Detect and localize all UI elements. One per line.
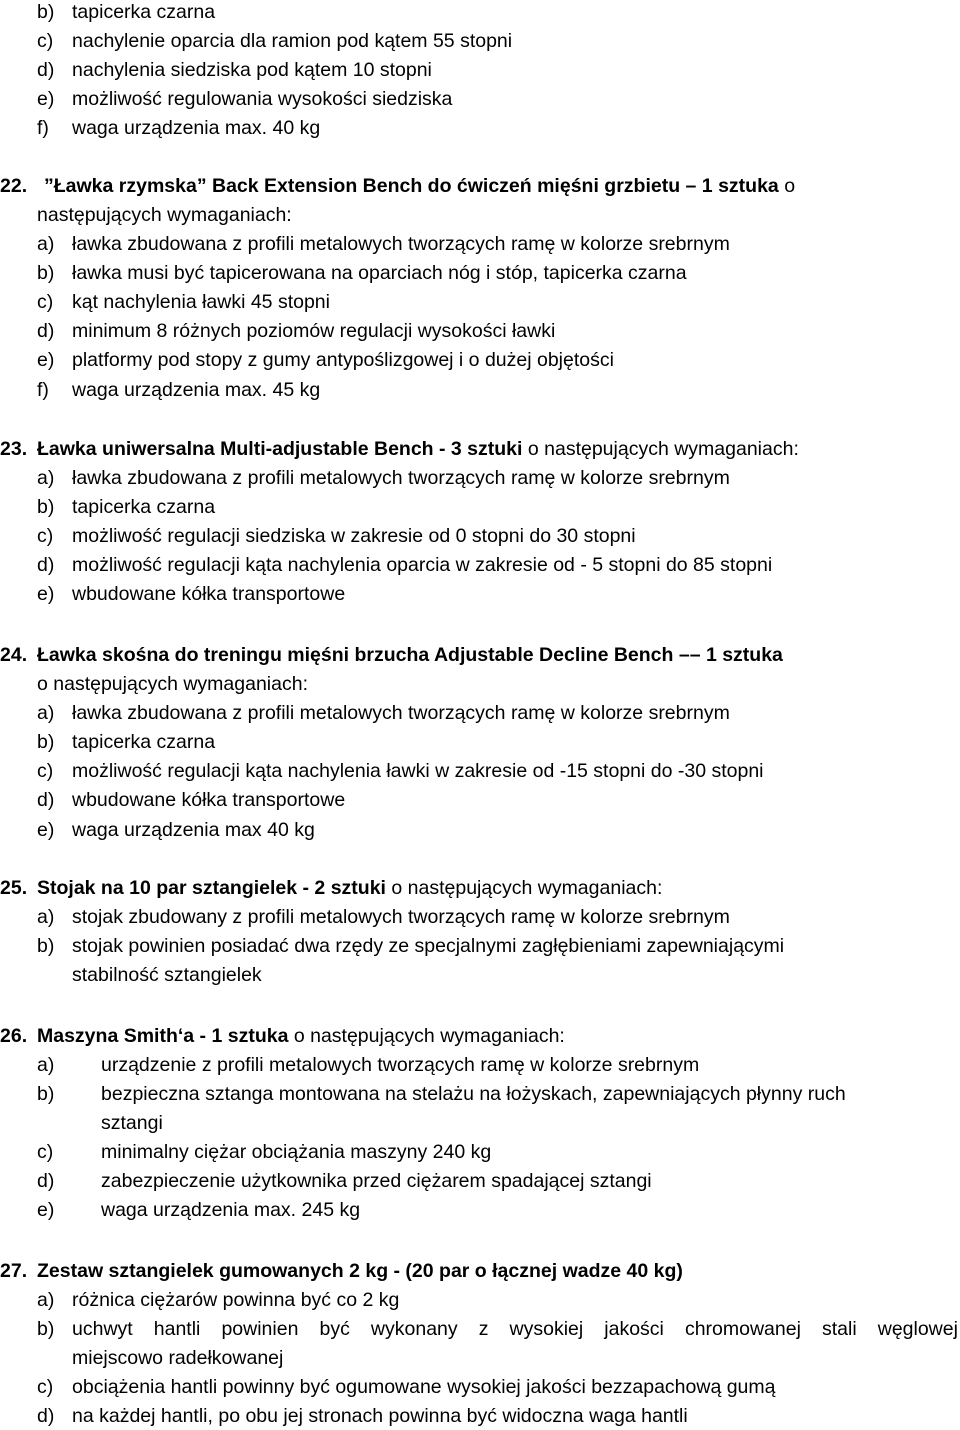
list-item-continued: miejscowo radełkowanej <box>72 1347 284 1369</box>
word: hantli <box>153 1318 201 1340</box>
list-item: d) zabezpieczenie użytkownika przed ciężarem spadającej sztangi <box>37 1170 652 1192</box>
list-item: b) tapicerka czarna <box>37 496 216 518</box>
list-item: b) ławka musi być tapicerowana na oparciach nóg i stóp, tapicerka czarna <box>37 262 687 284</box>
list-item-label: b) <box>37 1318 55 1340</box>
list-item: a) stojak zbudowany z profili metalowych tworzących ramę w kolorze srebrnym <box>37 906 730 928</box>
section-heading-continued: następujących wymaganiach: <box>37 204 292 226</box>
list-item: a) różnica ciężarów powinna być co 2 kg <box>37 1289 400 1311</box>
word: stali <box>821 1318 857 1340</box>
list-item: c) minimalny ciężar obciążania maszyny 240 kg <box>37 1141 492 1163</box>
word: uchwyt <box>72 1318 133 1340</box>
list-item: d) wbudowane kółka transportowe <box>37 789 346 811</box>
list-item: c) obciążenia hantli powinny być ogumowane wysokiej jakości bezzapachową gumą <box>37 1376 776 1398</box>
list-item: e) platformy pod stopy z gumy antypoślizgowej i o dużej objętości <box>37 349 614 371</box>
list-item: e) waga urządzenia max 40 kg <box>37 819 315 841</box>
section-number: 26. <box>0 1025 28 1047</box>
section-heading: Ławka skośna do treningu mięśni brzucha Adjustable Decline Bench –– 1 sztuka <box>37 644 783 666</box>
list-item: a) ławka zbudowana z profili metalowych tworzących ramę w kolorze srebrnym <box>37 233 730 255</box>
section-number: 22. <box>0 175 28 197</box>
list-item: a) ławka zbudowana z profili metalowych tworzących ramę w kolorze srebrnym <box>37 467 730 489</box>
list-item: e) waga urządzenia max. 245 kg <box>37 1199 361 1221</box>
list-item: f) waga urządzenia max. 40 kg <box>37 117 321 139</box>
word: jakości <box>604 1318 664 1340</box>
section-number: 24. <box>0 644 28 666</box>
list-item: c) możliwość regulacji siedziska w zakresie od 0 stopni do 30 stopni <box>37 525 636 547</box>
list-item: c) nachylenie oparcia dla ramion pod kątem 55 stopni <box>37 30 513 52</box>
word: wysokiej <box>509 1318 584 1340</box>
list-item: d) nachylenia siedziska pod kątem 10 stopni <box>37 59 432 81</box>
section-number: 25. <box>0 877 28 899</box>
section-heading: Zestaw sztangielek gumowanych 2 kg - (20 par o łącznej wadze 40 kg) <box>37 1260 683 1282</box>
word: węglowej <box>877 1318 958 1340</box>
list-item: c) kąt nachylenia ławki 45 stopni <box>37 291 330 313</box>
section-heading: Ławka uniwersalna Multi-adjustable Bench - 3 sztuki o następujących wymaganiach: <box>37 438 799 460</box>
list-item: b) stojak powinien posiadać dwa rzędy ze specjalnymi zagłębieniami zapewniającymi <box>37 935 785 957</box>
section-number: 23. <box>0 438 28 460</box>
list-item: e) wbudowane kółka transportowe <box>37 583 346 605</box>
list-item: d) na każdej hantli, po obu jej stronach powinna być widoczna waga hantli <box>37 1405 688 1427</box>
word: powinien <box>221 1318 299 1340</box>
list-item: e) możliwość regulowania wysokości siedziska <box>37 88 453 110</box>
list-item: b) tapicerka czarna <box>37 1 216 23</box>
list-item: d) minimum 8 różnych poziomów regulacji wysokości ławki <box>37 320 556 342</box>
section-heading-continued: o następujących wymaganiach: <box>37 673 308 695</box>
list-item: a) ławka zbudowana z profili metalowych tworzących ramę w kolorze srebrnym <box>37 702 730 724</box>
word: wykonany <box>370 1318 458 1340</box>
list-item-justified <box>72 1317 958 1341</box>
list-item: c) możliwość regulacji kąta nachylenia ławki w zakresie od -15 stopni do -30 stopni <box>37 760 764 782</box>
list-item: d) możliwość regulacji kąta nachylenia oparcia w zakresie od - 5 stopni do 85 stopni <box>37 554 773 576</box>
list-item: a) urządzenie z profili metalowych tworzących ramę w kolorze srebrnym <box>37 1054 700 1076</box>
list-item-continued: sztangi <box>101 1112 163 1134</box>
section-heading: Stojak na 10 par sztangielek - 2 sztuki o następujących wymaganiach: <box>37 877 663 899</box>
list-item: f) waga urządzenia max. 45 kg <box>37 379 321 401</box>
list-item: b) tapicerka czarna <box>37 731 216 753</box>
list-item: b) bezpieczna sztanga montowana na stelażu na łożyskach, zapewniających płynny ruch <box>37 1083 846 1105</box>
word: z <box>478 1318 489 1340</box>
section-heading: Maszyna Smith‘a - 1 sztuka o następujących wymaganiach: <box>37 1025 565 1047</box>
section-heading: ”Ławka rzymska” Back Extension Bench do ćwiczeń mięśni grzbietu – 1 sztuka o <box>44 175 796 197</box>
list-item-continued: stabilność sztangielek <box>72 964 262 986</box>
word: być <box>319 1318 350 1340</box>
word: chromowanej <box>684 1318 801 1340</box>
section-number: 27. <box>0 1260 28 1282</box>
